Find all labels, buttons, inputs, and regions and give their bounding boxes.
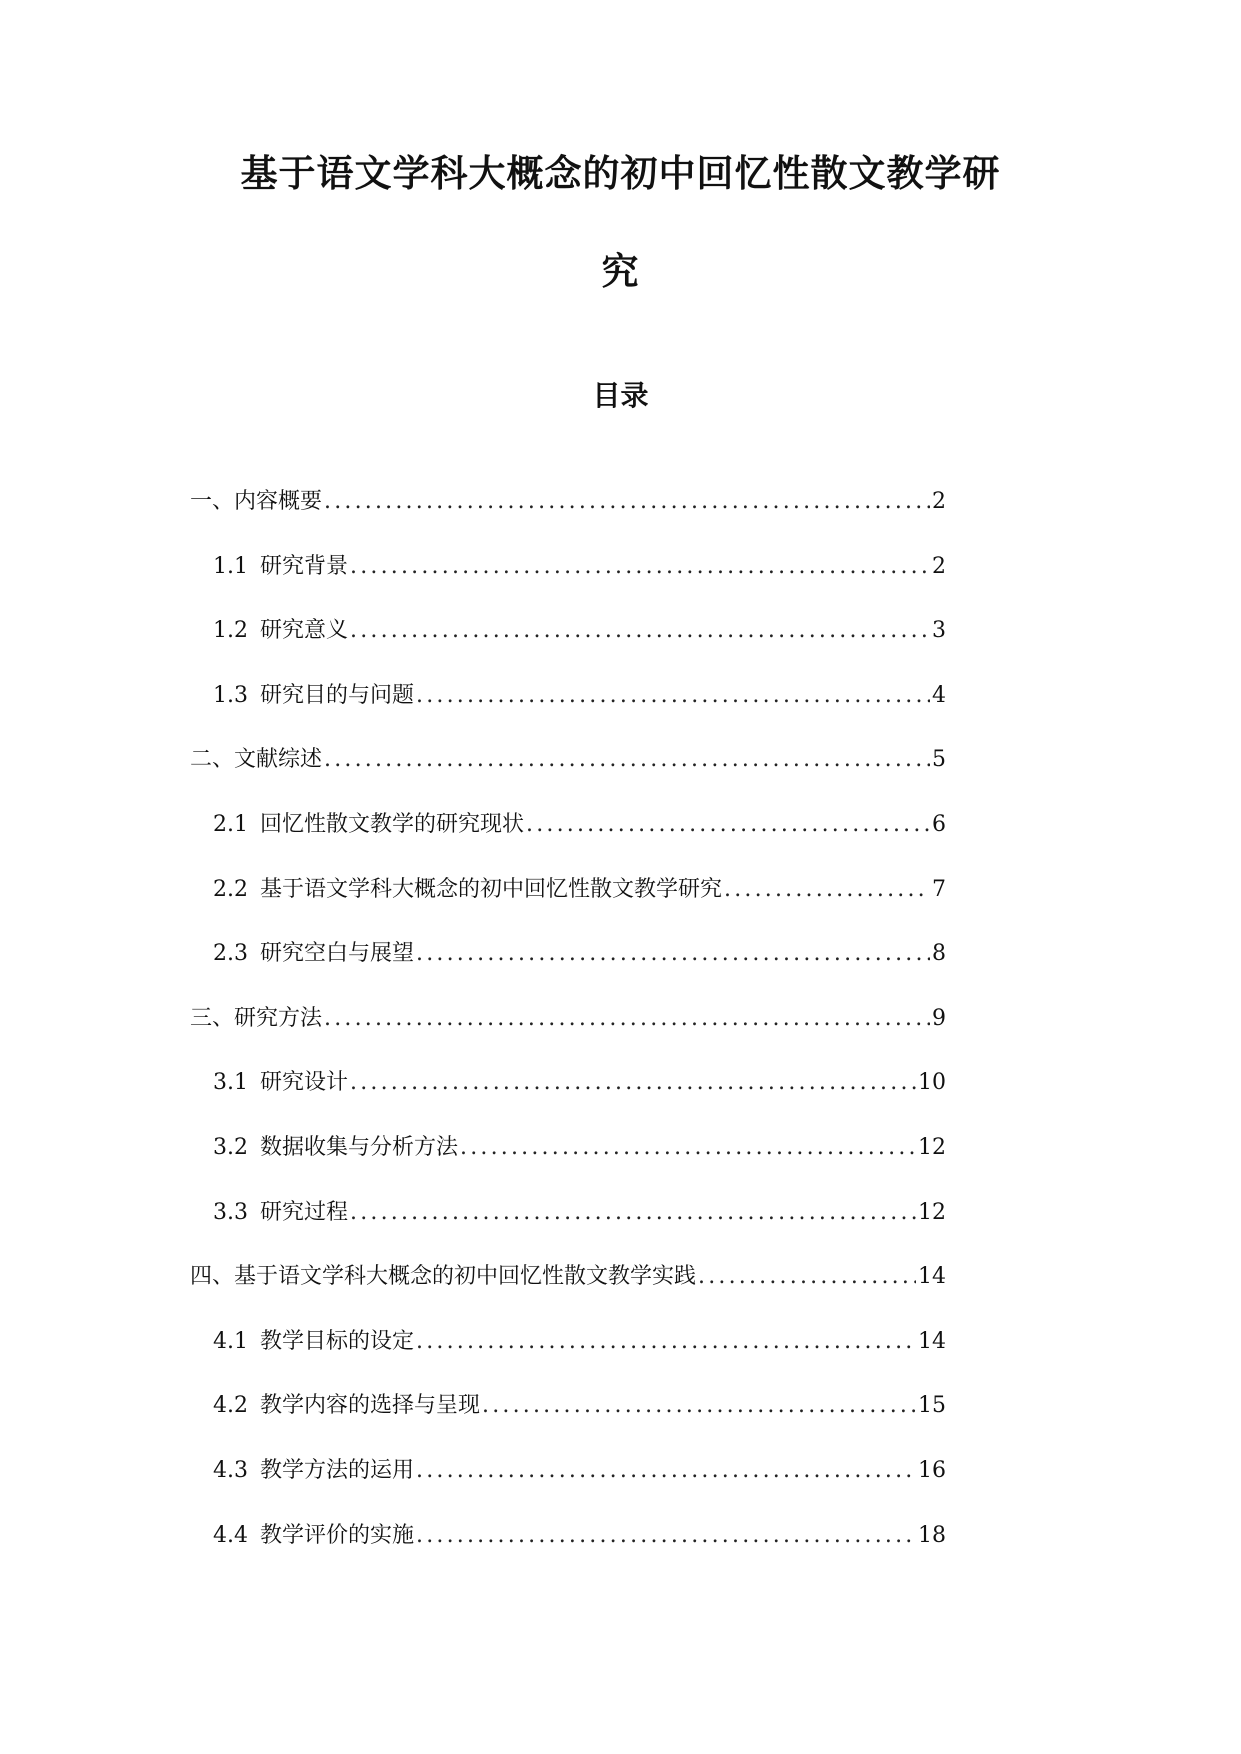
- toc-entry[interactable]: [213, 872, 946, 908]
- toc-leader-dots: [416, 936, 930, 972]
- toc-entry-page-number: 10: [918, 1070, 946, 1096]
- toc-entry-page-number: 16: [918, 1458, 946, 1483]
- toc-leader-dots: [350, 1195, 916, 1231]
- toc-leader-dots: [526, 807, 930, 843]
- toc-entry-page-number: 14: [918, 1264, 946, 1290]
- toc-leader-dots: [724, 872, 930, 908]
- toc-entry[interactable]: [213, 1195, 946, 1231]
- toc-entry-label: 研究空白与展望: [260, 941, 415, 967]
- toc-entry[interactable]: [213, 1453, 946, 1489]
- toc-leader-dots: [350, 613, 930, 649]
- toc-heading: 目录: [592, 379, 649, 412]
- toc-entry-page-number: 3: [932, 618, 946, 644]
- toc-leader-dots: [460, 1130, 916, 1166]
- toc-leader-dots: [324, 742, 930, 778]
- toc-entry[interactable]: [213, 678, 946, 714]
- toc-entry-number: 1.1: [213, 553, 248, 579]
- toc-entry-page-number: 8: [932, 941, 946, 967]
- toc-entry-label: 研究意义: [260, 618, 349, 644]
- toc-leader-dots: [416, 678, 930, 714]
- toc-entry-label: 一、内容概要: [190, 489, 323, 514]
- toc-entry[interactable]: [213, 1388, 946, 1424]
- toc-entry-label: 二、文献综述: [190, 747, 323, 773]
- toc-entry-label: 教学评价的实施: [260, 1522, 415, 1548]
- toc-entry[interactable]: [213, 1518, 946, 1554]
- toc-leader-dots: [350, 1065, 916, 1101]
- toc-entry-number: 2.1: [213, 812, 248, 837]
- toc-entry-page-number: 6: [932, 812, 946, 837]
- toc-entry-number: 4.2: [213, 1393, 248, 1419]
- toc-entry-page-number: 12: [918, 1199, 946, 1225]
- toc-entry[interactable]: [190, 1259, 946, 1295]
- toc-entry-label: 教学目标的设定: [260, 1328, 415, 1354]
- toc-leader-dots: [350, 549, 930, 585]
- toc-entry-label: 研究目的与问题: [260, 682, 415, 708]
- toc-entry-page-number: 2: [932, 489, 946, 514]
- toc-entry-label: 基于语文学科大概念的初中回忆性散文教学研究: [260, 876, 723, 902]
- toc-entry-number: 3.3: [213, 1199, 248, 1225]
- toc-entry-label: 研究背景: [260, 553, 349, 579]
- toc-leader-dots: [416, 1453, 916, 1489]
- toc-entry-number: 1.3: [213, 682, 248, 708]
- toc-entry[interactable]: [190, 742, 946, 778]
- toc-entry-page-number: 15: [918, 1393, 946, 1419]
- toc-entry-page-number: 14: [918, 1328, 946, 1354]
- toc-entry-number: 2.3: [213, 941, 248, 967]
- toc-entry-label: 数据收集与分析方法: [260, 1135, 459, 1160]
- toc-entry-page-number: 18: [918, 1522, 946, 1548]
- toc-entry-page-number: 12: [918, 1135, 946, 1160]
- toc-entry-number: 3.2: [213, 1135, 248, 1160]
- toc-entry-label: 四、基于语文学科大概念的初中回忆性散文教学实践: [190, 1264, 697, 1290]
- toc-entry-label: 研究设计: [260, 1070, 349, 1096]
- toc-entry[interactable]: [213, 936, 946, 972]
- toc-entry-label: 三、研究方法: [190, 1005, 323, 1031]
- toc-leader-dots: [416, 1324, 916, 1360]
- toc-entry[interactable]: [190, 484, 946, 520]
- toc-entry-number: 2.2: [213, 876, 248, 902]
- toc-entry-number: 4.4: [213, 1522, 248, 1548]
- toc-entry[interactable]: [213, 1065, 946, 1101]
- toc-entry-number: 4.3: [213, 1458, 248, 1483]
- toc-entry-number: 1.2: [213, 618, 248, 644]
- toc-leader-dots: [482, 1388, 916, 1424]
- document-title-line-1: 基于语文学科大概念的初中回忆性散文教学研: [240, 152, 1001, 195]
- toc-leader-dots: [416, 1518, 916, 1554]
- toc-entry-label: 回忆性散文教学的研究现状: [260, 812, 525, 837]
- toc-entry-page-number: 2: [932, 553, 946, 579]
- toc-leader-dots: [698, 1259, 916, 1295]
- toc-entry-label: 教学方法的运用: [260, 1458, 415, 1483]
- toc-entry[interactable]: [213, 1324, 946, 1360]
- toc-entry[interactable]: [190, 1001, 946, 1037]
- toc-leader-dots: [324, 1001, 930, 1037]
- toc-entry[interactable]: [213, 1130, 946, 1166]
- toc-entry[interactable]: [213, 613, 946, 649]
- toc-entry-page-number: 5: [932, 747, 946, 773]
- toc-entry-label: 研究过程: [260, 1199, 349, 1225]
- toc-entry-label: 教学内容的选择与呈现: [260, 1393, 481, 1419]
- toc-entry-page-number: 7: [932, 876, 946, 902]
- toc-entry[interactable]: [213, 549, 946, 585]
- toc-entry-page-number: 4: [932, 682, 946, 708]
- toc-leader-dots: [324, 484, 930, 520]
- toc-entry-number: 4.1: [213, 1328, 248, 1354]
- toc-entry[interactable]: [213, 807, 946, 843]
- toc-entry-page-number: 9: [932, 1005, 946, 1031]
- document-title-line-2: 究: [601, 250, 640, 293]
- toc-entry-number: 3.1: [213, 1070, 248, 1096]
